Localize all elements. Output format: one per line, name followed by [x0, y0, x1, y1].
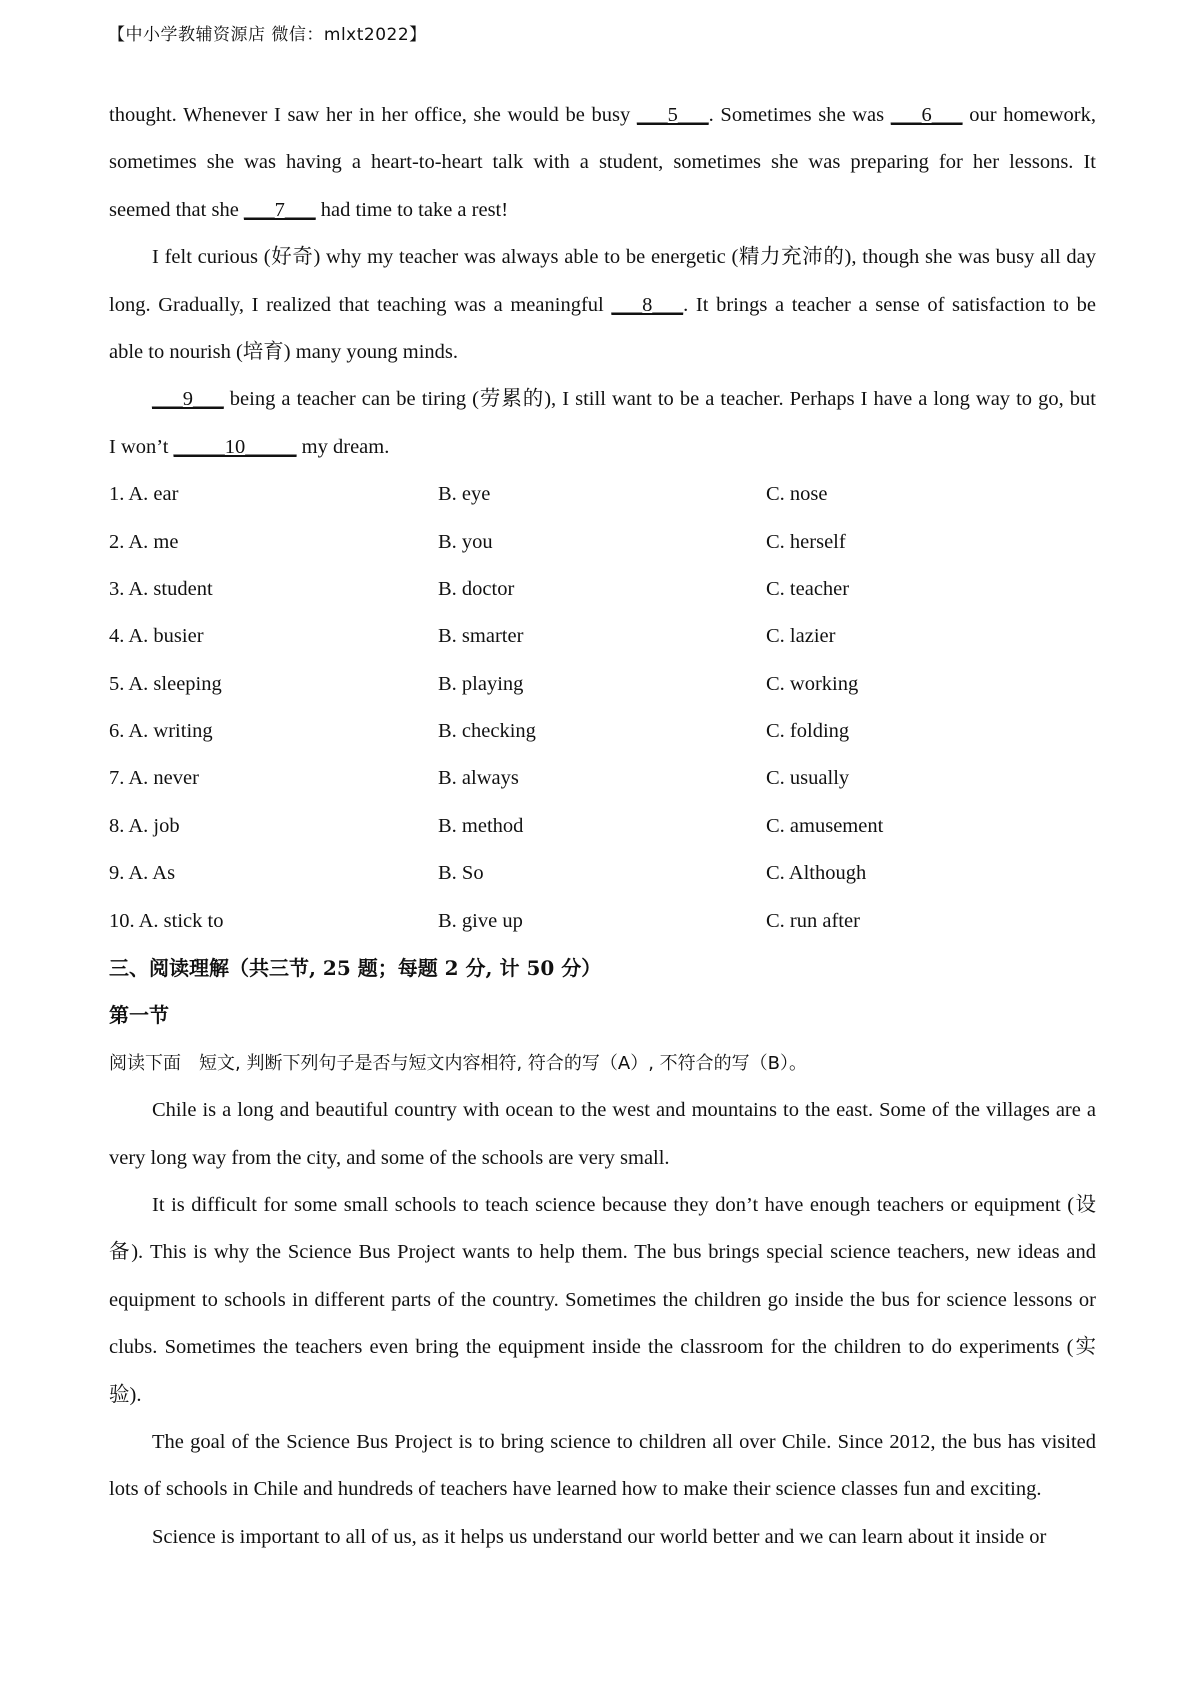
- option-row: [109, 803, 1096, 850]
- option-c: C. run after: [766, 909, 860, 932]
- passage-line: The goal of the Science Bus Project is to bring science to children all over Chile. Since 2012, the bus has visited: [152, 1430, 1096, 1453]
- option-a: 2. A. me: [109, 530, 179, 553]
- option-c: C. herself: [766, 530, 846, 553]
- passage-line: I won’t _____10_____ my dream.: [109, 435, 390, 458]
- option-a: 6. A. writing: [109, 720, 213, 743]
- option-a: 5. A. sleeping: [109, 672, 222, 695]
- passage-line: ___9___ being a teacher can be tiring (劳累的), I still want to be a teacher. Perhaps I have a long way to go, but: [152, 388, 1096, 411]
- passage-line: equipment to schools in different parts of the country. Sometimes the children go inside the bus for science lessons or: [109, 1288, 1096, 1311]
- option-b: B. smarter: [438, 625, 524, 648]
- option-c: C. amusement: [766, 814, 884, 837]
- blank-8: ___8___: [611, 293, 684, 316]
- option-b: B. method: [438, 814, 524, 837]
- option-c: C. lazier: [766, 625, 836, 648]
- option-row: [109, 519, 1096, 566]
- passage-line: lots of schools in Chile and hundreds of teachers have learned how to make their science classes fun and exciting.: [109, 1478, 1042, 1501]
- option-c: C. Although: [766, 862, 867, 885]
- passage-line: Chile is a long and beautiful country with ocean to the west and mountains to the east. Some of the villages are a: [152, 1099, 1096, 1122]
- section-title: 三、阅读理解（共三节, 25 题；每题 2 分, 计 50 分）: [109, 956, 602, 981]
- option-c: C. nose: [766, 483, 828, 506]
- option-c: C. usually: [766, 767, 850, 790]
- option-row: [109, 755, 1096, 802]
- passage-line: able to nourish (培育) many young minds.: [109, 340, 459, 363]
- option-c: C. folding: [766, 720, 850, 743]
- option-row: [109, 850, 1096, 897]
- option-b: B. So: [438, 862, 484, 885]
- passage-line: long. Gradually, I realized that teaching was a meaningful ___8___. It brings a teacher a sense of satisfaction to be: [109, 293, 1096, 316]
- document-body: [109, 92, 1096, 1561]
- passage-line: Science is important to all of us, as it helps us understand our world better and we can learn about it inside or: [152, 1525, 1047, 1548]
- option-b: B. eye: [438, 483, 491, 506]
- option-c: C. working: [766, 672, 859, 695]
- subsection-title: 第一节: [109, 1003, 169, 1028]
- passage-line: 验).: [109, 1383, 142, 1406]
- option-a: 4. A. busier: [109, 625, 204, 648]
- passage-line: seemed that she ___7___ had time to take a rest!: [109, 198, 509, 221]
- passage-line: sometimes she was having a heart-to-heart talk with a student, sometimes she was preparing for her lessons. It: [109, 151, 1096, 174]
- passage-line: I felt curious (好奇) why my teacher was always able to be energetic (精力充沛的), though she was busy all day: [152, 246, 1096, 269]
- blank-5: ___5___: [636, 104, 709, 126]
- option-row: [109, 566, 1096, 613]
- option-a: 1. A. ear: [109, 483, 179, 506]
- passage-line: 备). This is why the Science Bus Project wants to help them. The bus brings special science teachers, new ideas and: [109, 1241, 1096, 1264]
- option-row: [109, 661, 1096, 708]
- option-row: [109, 613, 1096, 660]
- option-a: 7. A. never: [109, 767, 199, 790]
- option-a: 10. A. stick to: [109, 909, 224, 932]
- page-header: 【中小学教辅资源店 微信：mlxt2022】: [108, 25, 427, 45]
- blank-9: ___9___: [152, 388, 224, 411]
- blank-10: _____10_____: [173, 435, 297, 458]
- option-a: 9. A. As: [109, 862, 176, 885]
- option-a: 3. A. student: [109, 577, 213, 600]
- option-a: 8. A. job: [109, 814, 180, 837]
- option-b: B. you: [438, 530, 493, 553]
- option-b: B. give up: [438, 909, 523, 932]
- option-row: [109, 471, 1096, 518]
- options-list: [109, 471, 1096, 945]
- passage-line: thought. Whenever I saw her in her office, she would be busy ___5___. Sometimes she was ___6___ our homework,: [109, 104, 1097, 126]
- option-b: B. doctor: [438, 577, 515, 600]
- blank-7: ___7___: [243, 198, 316, 221]
- passage-line: It is difficult for some small schools to teach science because they don’t have enough teachers or equipment (设: [152, 1193, 1096, 1216]
- passage-line: clubs. Sometimes the teachers even bring the equipment inside the classroom for the children to do experiments (实: [109, 1336, 1096, 1359]
- option-b: B. checking: [438, 720, 536, 743]
- option-b: B. always: [438, 767, 519, 790]
- option-row: [109, 708, 1096, 755]
- option-b: B. playing: [438, 672, 524, 695]
- blank-6: ___6___: [890, 104, 963, 126]
- passage-line: very long way from the city, and some of the schools are very small.: [109, 1146, 670, 1169]
- option-c: C. teacher: [766, 577, 850, 600]
- instruction: 阅读下面 短文, 判断下列句子是否与短文内容相符, 符合的写（A）, 不符合的写（B）。: [109, 1052, 807, 1074]
- option-row: [109, 898, 1096, 945]
